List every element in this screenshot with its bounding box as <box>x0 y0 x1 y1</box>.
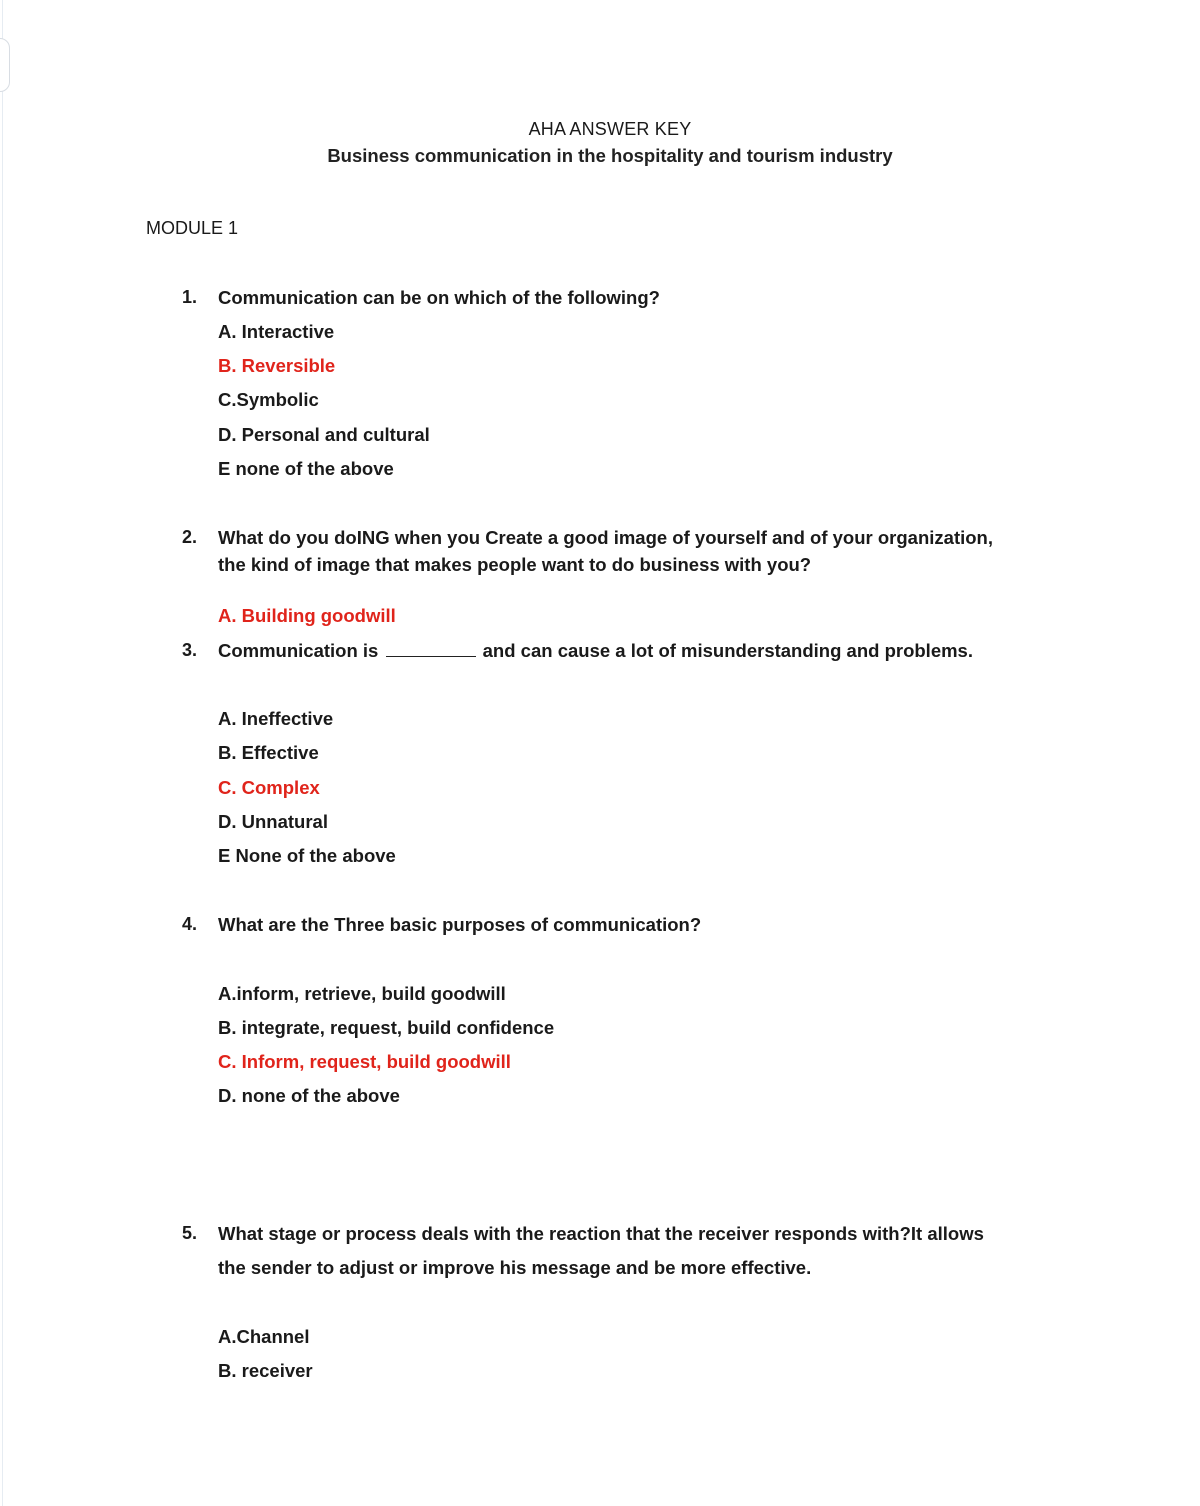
question-4-text: What are the Three basic purposes of communication? <box>218 914 702 935</box>
question-3-option-c-answer: C. Complex <box>218 777 320 798</box>
question-4-number: 4. <box>182 914 198 934</box>
question-3-option-d: D. Unnatural <box>218 811 328 832</box>
question-1-option-e: E none of the above <box>218 458 394 479</box>
question-3-text-after: and can cause a lot of misunderstanding and problems. <box>482 640 973 661</box>
question-4-option-b: B. integrate, request, build confidence <box>218 1017 555 1038</box>
question-5-option-a: A.Channel <box>218 1326 310 1347</box>
question-3-option-a: A. Ineffective <box>218 708 334 729</box>
question-3-number: 3. <box>182 640 198 660</box>
document-subtitle: Business communication in the hospitality and tourism industry <box>327 145 893 166</box>
document-title: AHA ANSWER KEY <box>528 119 692 139</box>
question-1-option-d: D. Personal and cultural <box>218 424 430 445</box>
module-heading: MODULE 1 <box>146 218 239 238</box>
question-1-text: Communication can be on which of the following? <box>218 287 660 308</box>
question-3-text-before: Communication is <box>218 640 379 661</box>
sidebar-handle[interactable] <box>0 38 10 92</box>
question-3-option-b: B. Effective <box>218 742 319 763</box>
question-3-option-e: E None of the above <box>218 845 396 866</box>
question-2-text-line-2: the kind of image that makes people want to do business with you? <box>218 554 812 575</box>
question-2-text-line-1: What do you doING when you Create a good image of yourself and of your organization, <box>218 527 993 548</box>
question-1-option-c: C.Symbolic <box>218 389 319 410</box>
question-4-option-d: D. none of the above <box>218 1085 400 1106</box>
question-1-option-a: A. Interactive <box>218 321 335 342</box>
question-5-text-line-2: the sender to adjust or improve his message and be more effective. <box>218 1257 812 1278</box>
question-4-option-a: A.inform, retrieve, build goodwill <box>218 983 506 1004</box>
question-4-option-c-answer: C. Inform, request, build goodwill <box>218 1051 511 1072</box>
question-3-text <box>218 640 973 662</box>
question-5-text-line-1: What stage or process deals with the reaction that the receiver responds with?It allows <box>218 1223 984 1244</box>
question-2-option-a-answer: A. Building goodwill <box>218 605 396 626</box>
question-1-number: 1. <box>182 287 198 307</box>
question-3-blank <box>386 642 476 657</box>
question-2-number: 2. <box>182 527 198 547</box>
question-1-option-b-answer: B. Reversible <box>218 355 336 376</box>
question-5-option-b: B. receiver <box>218 1360 313 1381</box>
page-left-border <box>2 0 3 1506</box>
question-5-number: 5. <box>182 1223 198 1243</box>
